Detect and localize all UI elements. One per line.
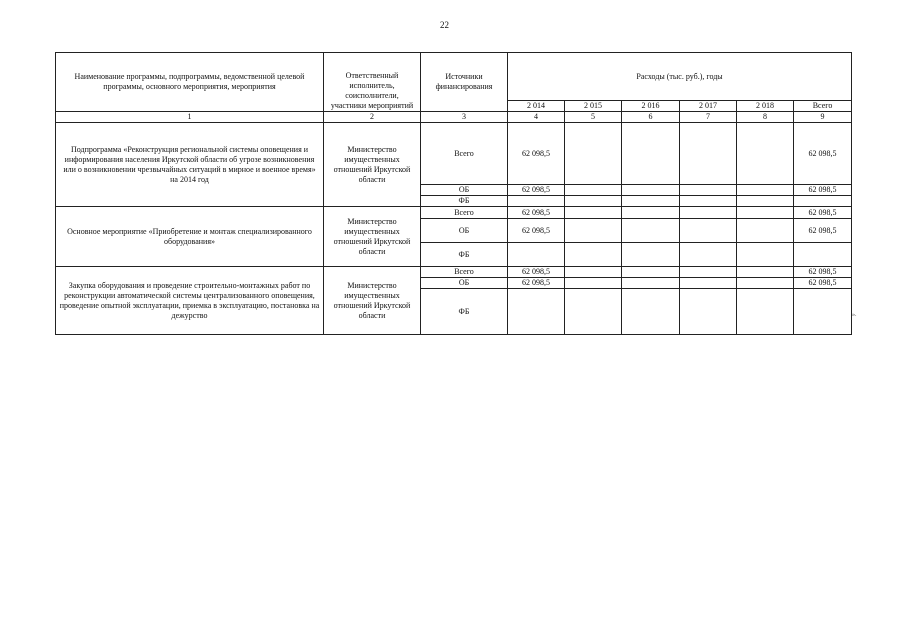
header-year: 2 017	[680, 101, 737, 112]
value-2014	[508, 243, 565, 267]
value-2017	[680, 219, 737, 243]
value-2016	[622, 243, 680, 267]
header-year: 2 018	[737, 101, 794, 112]
margin-mark: ».	[852, 312, 857, 318]
section-executor: Министерство имущественных отношений Иркутской области	[324, 267, 421, 335]
value-2017	[680, 278, 737, 289]
value-2017	[680, 123, 737, 185]
value-2015	[565, 185, 622, 196]
source-cell: ФБ	[421, 243, 508, 267]
source-cell: Всего	[421, 267, 508, 278]
source-cell: Всего	[421, 207, 508, 219]
budget-table	[55, 52, 852, 335]
table-row	[56, 123, 852, 185]
section-executor: Министерство имущественных отношений Иркутской области	[324, 123, 421, 207]
header-executor: Ответственный исполнитель, соисполнители, участники мероприятий	[324, 53, 421, 112]
value-total: 62 098,5	[794, 185, 852, 196]
col-number: 6	[622, 112, 680, 123]
section-executor: Министерство имущественных отношений Иркутской области	[324, 207, 421, 267]
value-2016	[622, 123, 680, 185]
value-2016	[622, 185, 680, 196]
section-name: Подпрограмма «Реконструкция региональной системы оповещения и информирования населения Иркутской области об угрозе возникновения или о возникновении чрезвычайных ситуаций в мирное и военное время» на 2014 год	[56, 123, 324, 207]
table-row	[56, 267, 852, 278]
value-2016	[622, 196, 680, 207]
col-number: 2	[324, 112, 421, 123]
value-2014: 62 098,5	[508, 207, 565, 219]
value-2018	[737, 185, 794, 196]
header-name: Наименование программы, подпрограммы, ведомственной целевой программы, основного мероприятия, мероприятия	[56, 53, 324, 112]
source-cell: ОБ	[421, 185, 508, 196]
value-2018	[737, 289, 794, 335]
value-2014: 62 098,5	[508, 219, 565, 243]
value-2017	[680, 289, 737, 335]
value-2016	[622, 207, 680, 219]
value-2018	[737, 278, 794, 289]
header-year: 2 015	[565, 101, 622, 112]
value-2016	[622, 219, 680, 243]
value-2018	[737, 243, 794, 267]
value-2018	[737, 207, 794, 219]
value-total: 62 098,5	[794, 267, 852, 278]
value-2015	[565, 267, 622, 278]
header-row	[56, 53, 852, 101]
value-2014	[508, 289, 565, 335]
value-total: 62 098,5	[794, 219, 852, 243]
value-2015	[565, 243, 622, 267]
section-name: Закупка оборудования и проведение строительно-монтажных работ по реконструкции автоматической системы централизованного оповещения, проведение опытной эксплуатации, приемка в эксплуатацию, постановка на дежурство	[56, 267, 324, 335]
value-2018	[737, 196, 794, 207]
table-row	[56, 207, 852, 219]
value-total	[794, 243, 852, 267]
value-2015	[565, 123, 622, 185]
header-year: Всего	[794, 101, 852, 112]
header-source: Источники финансирования	[421, 53, 508, 112]
value-2017	[680, 267, 737, 278]
value-2018	[737, 123, 794, 185]
source-cell: ФБ	[421, 289, 508, 335]
source-cell: Всего	[421, 123, 508, 185]
value-total: 62 098,5	[794, 123, 852, 185]
value-2017	[680, 185, 737, 196]
page-number: 22	[440, 20, 449, 30]
value-2016	[622, 267, 680, 278]
value-total	[794, 196, 852, 207]
column-numbers-row	[56, 112, 852, 123]
value-2014: 62 098,5	[508, 123, 565, 185]
value-2015	[565, 207, 622, 219]
value-2017	[680, 207, 737, 219]
value-total	[794, 289, 852, 335]
col-number: 9	[794, 112, 852, 123]
value-2014: 62 098,5	[508, 185, 565, 196]
col-number: 4	[508, 112, 565, 123]
value-2016	[622, 278, 680, 289]
col-number: 3	[421, 112, 508, 123]
col-number: 8	[737, 112, 794, 123]
value-total: 62 098,5	[794, 207, 852, 219]
value-2014: 62 098,5	[508, 267, 565, 278]
source-cell: ОБ	[421, 278, 508, 289]
value-2017	[680, 243, 737, 267]
col-number: 1	[56, 112, 324, 123]
value-total: 62 098,5	[794, 278, 852, 289]
col-number: 5	[565, 112, 622, 123]
value-2014	[508, 196, 565, 207]
header-year: 2 014	[508, 101, 565, 112]
source-cell: ОБ	[421, 219, 508, 243]
header-year: 2 016	[622, 101, 680, 112]
value-2015	[565, 196, 622, 207]
col-number: 7	[680, 112, 737, 123]
header-expenses: Расходы (тыс. руб.), годы	[508, 53, 852, 101]
value-2015	[565, 219, 622, 243]
value-2018	[737, 267, 794, 278]
value-2016	[622, 289, 680, 335]
value-2017	[680, 196, 737, 207]
value-2014: 62 098,5	[508, 278, 565, 289]
source-cell: ФБ	[421, 196, 508, 207]
value-2015	[565, 289, 622, 335]
value-2018	[737, 219, 794, 243]
value-2015	[565, 278, 622, 289]
section-name: Основное мероприятие «Приобретение и монтаж специализированного оборудования»	[56, 207, 324, 267]
